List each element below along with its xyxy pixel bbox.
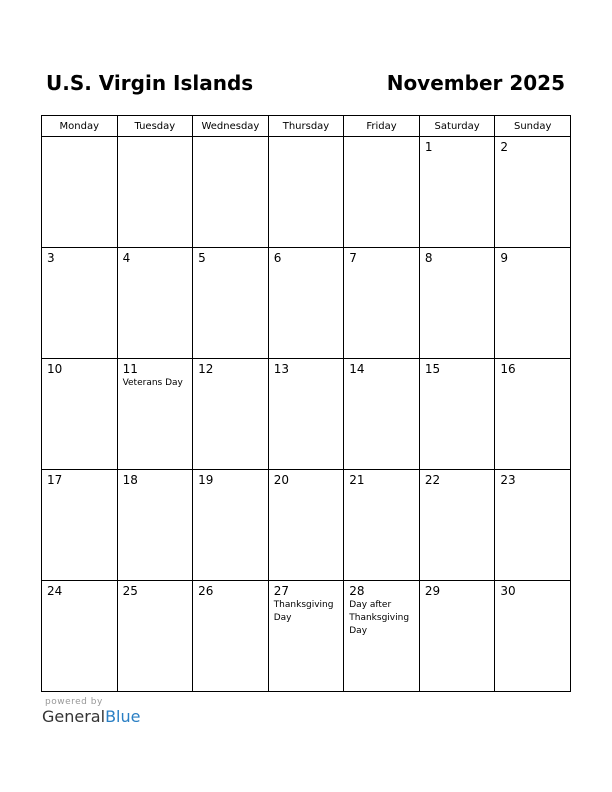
day-number: 29 (424, 584, 441, 598)
day-number: 10 (47, 362, 63, 376)
week-row (42, 470, 571, 581)
day-cell (344, 248, 420, 359)
day-number: 18 (122, 473, 138, 487)
day-cell (344, 581, 420, 692)
day-number: 3 (47, 251, 55, 265)
weekday-header: Friday (344, 116, 420, 137)
day-number: 8 (424, 251, 433, 265)
day-cell (495, 359, 571, 470)
day-cell (419, 470, 495, 581)
day-number: 27 (273, 584, 289, 598)
day-cell (117, 137, 193, 248)
day-cell (193, 137, 269, 248)
brand-general: General (42, 707, 106, 726)
weekday-header: Monday (42, 116, 118, 137)
weekday-header: Tuesday (117, 116, 193, 137)
day-cell (344, 359, 420, 470)
day-cell (419, 359, 495, 470)
day-cell (268, 359, 344, 470)
day-number: 20 (273, 473, 289, 487)
day-number: 5 (198, 251, 206, 265)
day-cell (42, 137, 118, 248)
holiday-label: Thanksgiving Day (273, 600, 334, 623)
brand-blue: Blue (105, 707, 141, 726)
month-title: November 2025 (386, 71, 565, 95)
day-cell (495, 470, 571, 581)
day-number: 16 (500, 362, 516, 376)
day-cell (193, 470, 269, 581)
calendar-grid (41, 115, 571, 692)
day-number: 17 (47, 473, 63, 487)
day-cell (42, 581, 118, 692)
weekday-header: Thursday (268, 116, 344, 137)
day-number: 28 (349, 584, 365, 598)
day-number: 6 (273, 251, 282, 265)
day-cell (268, 581, 344, 692)
day-cell (495, 581, 571, 692)
day-cell (344, 137, 420, 248)
day-number: 26 (198, 584, 214, 598)
weekday-header-row (42, 116, 571, 137)
day-cell (495, 248, 571, 359)
day-cell (117, 581, 193, 692)
day-cell (344, 470, 420, 581)
day-number: 21 (349, 473, 365, 487)
week-row (42, 581, 571, 692)
day-cell (117, 470, 193, 581)
powered-by-text: powered by (45, 697, 103, 707)
day-number: 19 (198, 473, 214, 487)
day-cell (193, 359, 269, 470)
day-cell (117, 248, 193, 359)
day-number: 2 (500, 140, 509, 154)
day-number: 4 (122, 251, 131, 265)
day-number: 22 (424, 473, 441, 487)
day-cell (268, 248, 344, 359)
day-cell (268, 137, 344, 248)
day-cell (419, 137, 495, 248)
week-row (42, 359, 571, 470)
holiday-label: Day after Thanksgiving Day (349, 600, 410, 636)
day-number: 15 (424, 362, 441, 376)
day-number: 14 (349, 362, 365, 376)
day-cell (193, 581, 269, 692)
day-cell (117, 359, 193, 470)
weekday-header: Wednesday (193, 116, 269, 137)
day-cell (268, 470, 344, 581)
day-cell (419, 248, 495, 359)
day-number: 11 (122, 362, 138, 376)
weekday-header: Sunday (495, 116, 571, 137)
day-cell (42, 470, 118, 581)
day-number: 9 (500, 251, 509, 265)
week-row (42, 248, 571, 359)
weekday-header: Saturday (419, 116, 495, 137)
week-row (42, 137, 571, 248)
day-cell (419, 581, 495, 692)
brand-logo (42, 707, 140, 726)
day-number: 7 (349, 251, 357, 265)
day-number: 24 (47, 584, 63, 598)
country-title: U.S. Virgin Islands (46, 71, 254, 95)
day-cell (495, 137, 571, 248)
brand-footer (42, 697, 140, 726)
day-cell (193, 248, 269, 359)
holiday-label: Veterans Day (122, 378, 183, 388)
day-number: 12 (198, 362, 214, 376)
day-cell (42, 248, 118, 359)
day-number: 23 (500, 473, 516, 487)
day-number: 13 (273, 362, 289, 376)
day-number: 30 (500, 584, 516, 598)
day-number: 25 (122, 584, 138, 598)
day-cell (42, 359, 118, 470)
day-number: 1 (424, 140, 433, 154)
